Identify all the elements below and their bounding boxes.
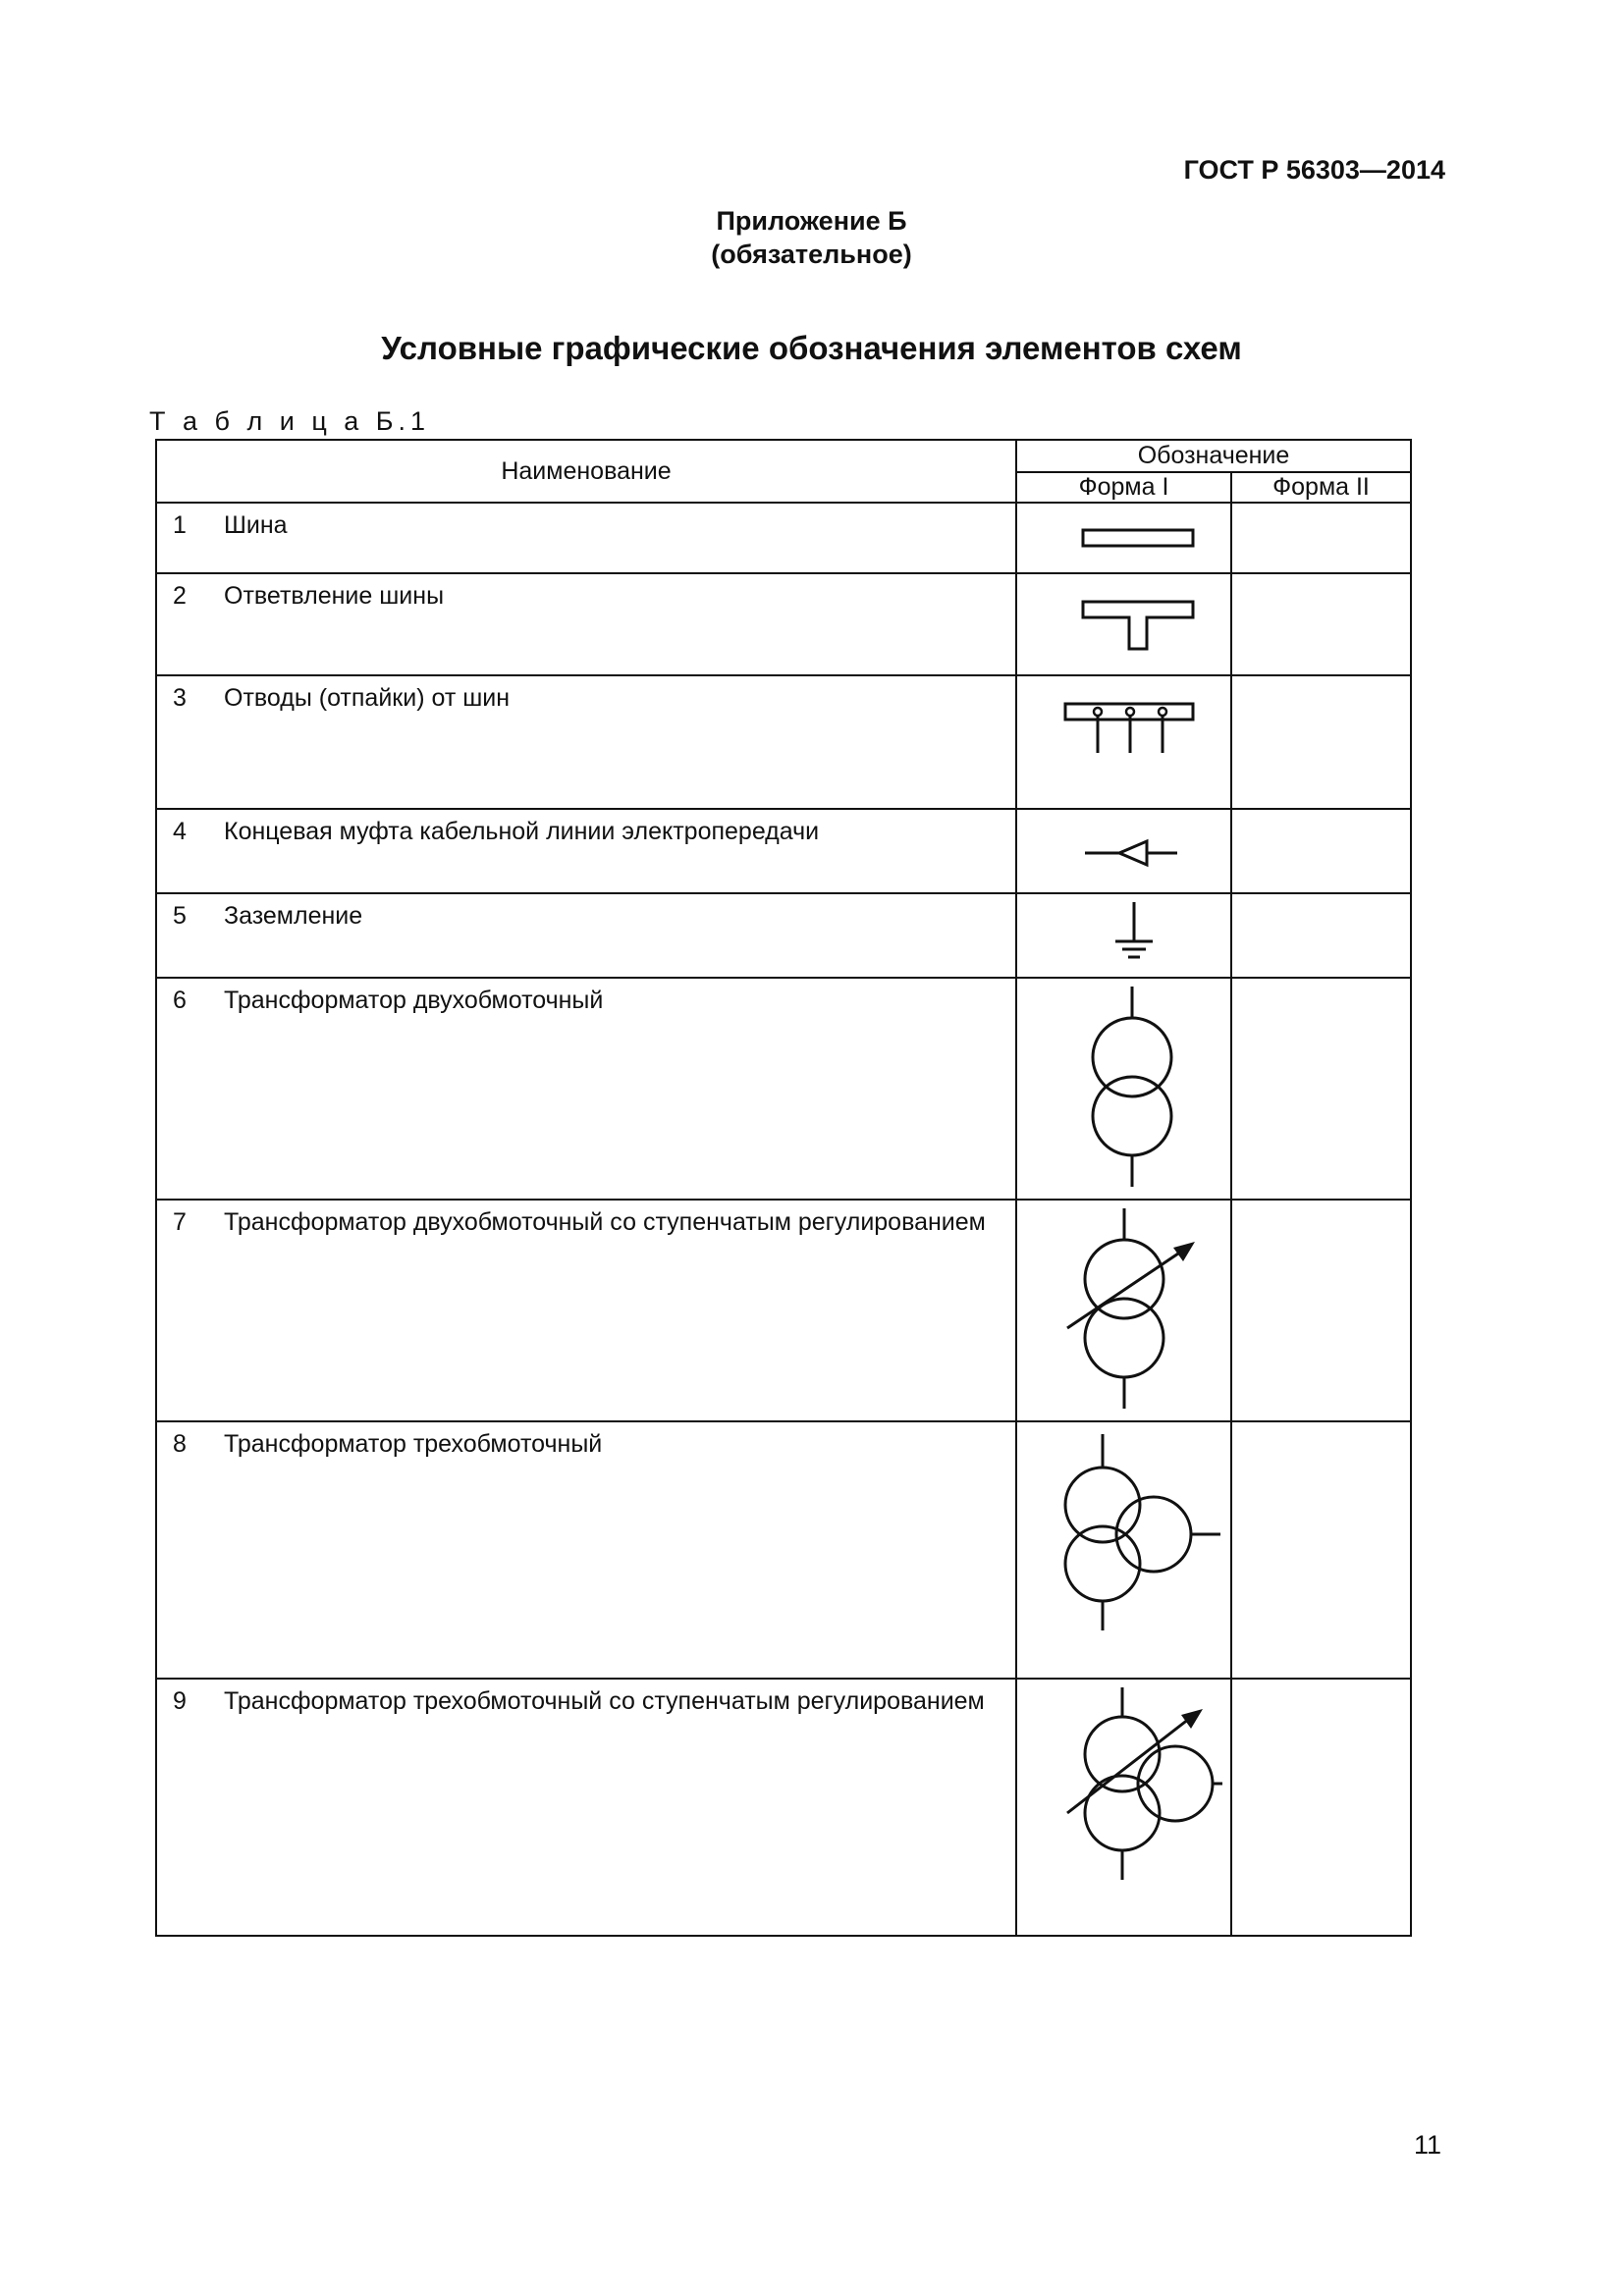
row-name-cell	[156, 978, 1016, 1200]
header-form-2: Форма II	[1231, 472, 1411, 503]
row-name: Заземление	[224, 902, 363, 930]
appendix-title: Приложение Б	[716, 206, 907, 236]
row-number: 8	[173, 1430, 187, 1458]
row-name-cell	[156, 1679, 1016, 1936]
form-2-cell	[1231, 978, 1411, 1200]
table-row	[156, 893, 1411, 978]
three-winding-regulated-transformer-icon	[1026, 1680, 1222, 1933]
form-2-cell	[1231, 1421, 1411, 1679]
three-winding-transformer-icon	[1026, 1422, 1222, 1676]
appendix-status: (обязательное)	[711, 240, 912, 269]
row-name: Трансформатор двухобмоточный	[224, 987, 604, 1014]
table-row	[156, 1421, 1411, 1679]
symbols-table	[155, 439, 1412, 1937]
row-name-cell	[156, 1421, 1016, 1679]
row-number: 9	[173, 1687, 187, 1715]
row-name-cell	[156, 573, 1016, 675]
header-designation: Обозначение	[1016, 440, 1411, 472]
row-name-cell	[156, 675, 1016, 809]
form-2-cell	[1231, 503, 1411, 573]
row-name-cell	[156, 503, 1016, 573]
cable-end-sleeve-icon	[1026, 810, 1222, 890]
busbar-taps-icon	[1026, 676, 1222, 806]
two-winding-transformer-icon	[1026, 979, 1222, 1197]
row-number: 4	[173, 818, 187, 845]
table-row	[156, 978, 1411, 1200]
two-winding-regulated-transformer-icon	[1026, 1201, 1222, 1418]
form-2-cell	[1231, 1200, 1411, 1421]
table-row	[156, 675, 1411, 809]
row-name-cell	[156, 893, 1016, 978]
busbar-branch-icon	[1026, 574, 1222, 672]
busbar-icon	[1026, 504, 1222, 570]
table-row	[156, 809, 1411, 893]
ground-icon	[1026, 894, 1222, 975]
row-name-cell	[156, 1200, 1016, 1421]
row-number: 1	[173, 511, 187, 539]
row-name: Трансформатор двухобмоточный со ступенчатым регулированием	[224, 1208, 986, 1236]
appendix-heading	[0, 204, 1623, 271]
row-number: 2	[173, 582, 187, 610]
row-name-cell	[156, 809, 1016, 893]
form-2-cell	[1231, 675, 1411, 809]
row-name: Ответвление шины	[224, 582, 445, 610]
row-name: Трансформатор трехобмоточный	[224, 1430, 603, 1458]
row-name: Шина	[224, 511, 288, 539]
table-row	[156, 503, 1411, 573]
table-row	[156, 1679, 1411, 1936]
page-number: 11	[1413, 2130, 1441, 2160]
table-caption: Т а б л и ц а Б.1	[149, 406, 431, 436]
form-2-cell	[1231, 809, 1411, 893]
row-number: 6	[173, 987, 187, 1014]
row-name: Концевая муфта кабельной линии электропередачи	[224, 818, 820, 845]
document-title: Условные графические обозначения элементов схем	[381, 330, 1242, 366]
header-form-1: Форма I	[1016, 472, 1231, 503]
row-name: Отводы (отпайки) от шин	[224, 684, 511, 712]
standard-code: ГОСТ Р 56303—2014	[1183, 155, 1445, 185]
table-row	[156, 1200, 1411, 1421]
form-2-cell	[1231, 573, 1411, 675]
row-name: Трансформатор трехобмоточный со ступенчатым регулированием	[224, 1687, 985, 1715]
row-number: 5	[173, 902, 187, 930]
form-2-cell	[1231, 893, 1411, 978]
form-2-cell	[1231, 1679, 1411, 1936]
row-number: 7	[173, 1208, 187, 1236]
row-number: 3	[173, 684, 187, 712]
header-name: Наименование	[156, 440, 1016, 503]
table-row	[156, 573, 1411, 675]
